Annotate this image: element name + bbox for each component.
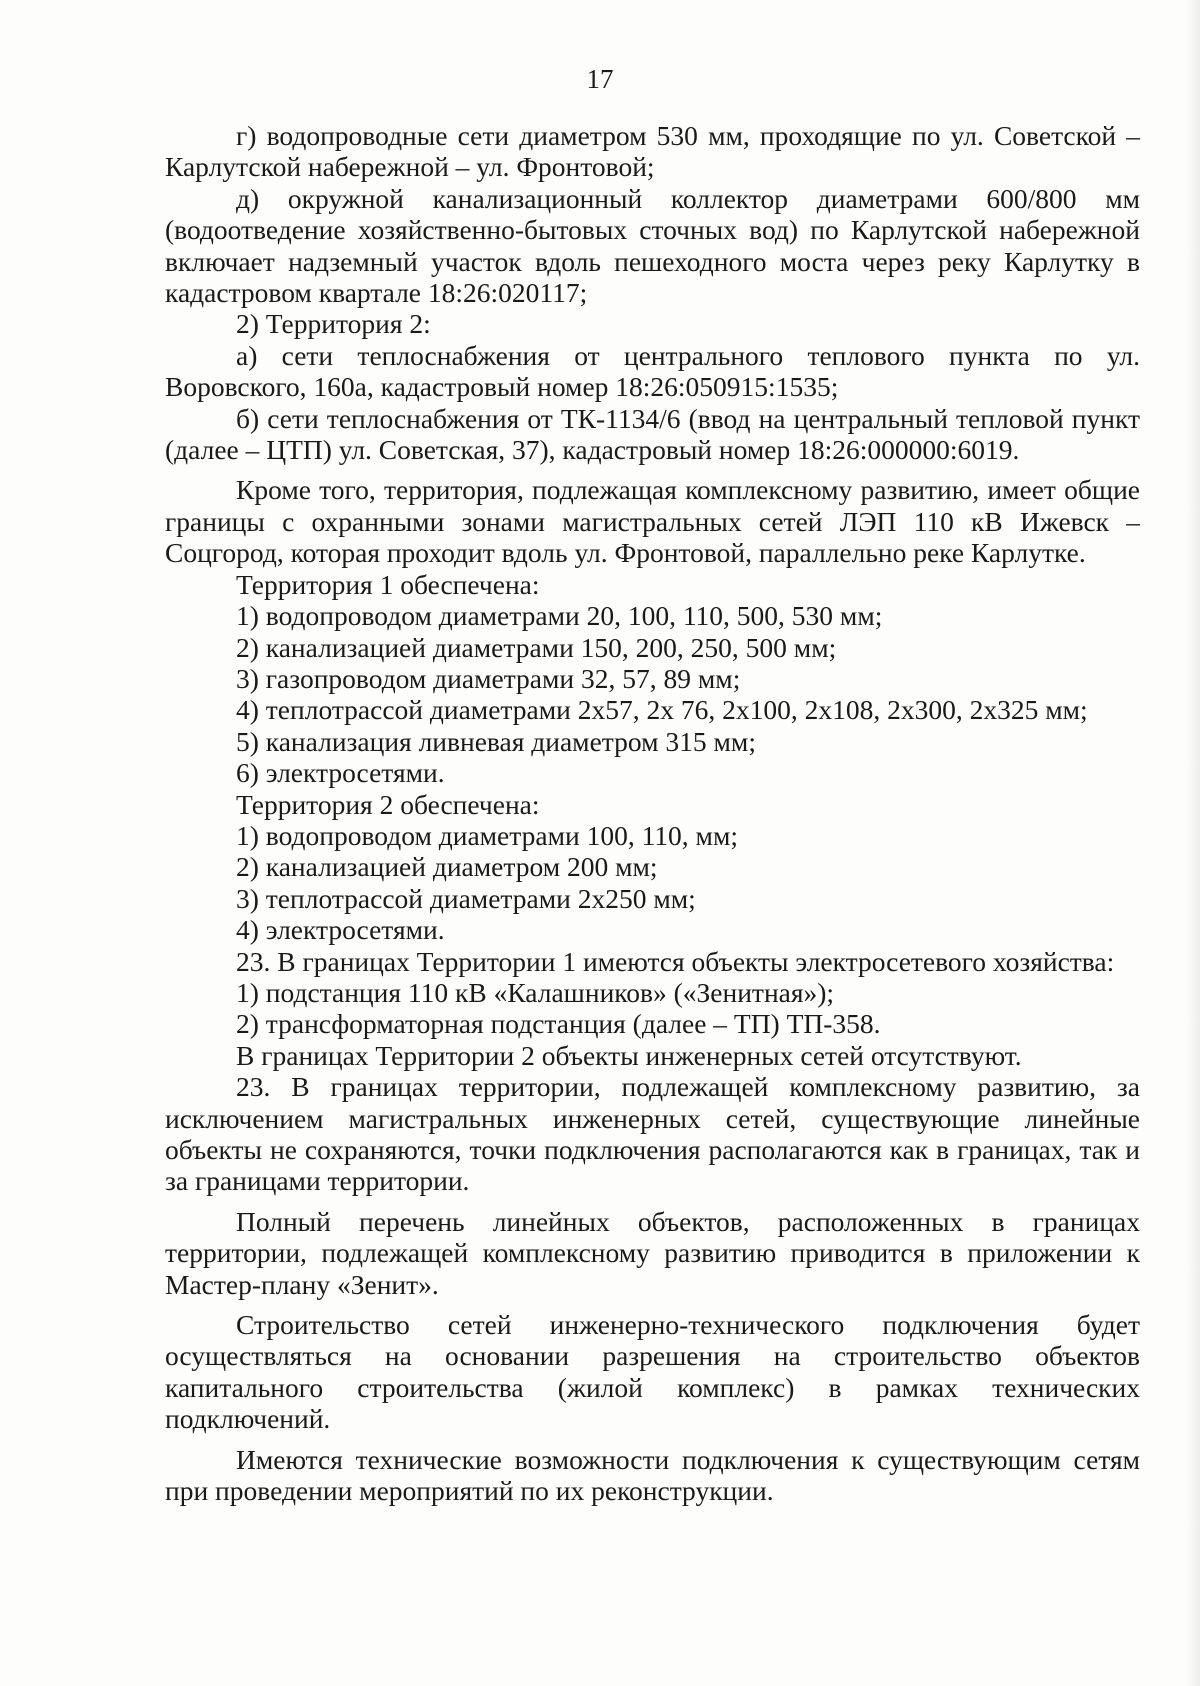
list-item-t1-electric: 6) электросетями. — [236, 757, 445, 789]
document-body — [165, 120, 1140, 1506]
list-item-t2-water: 1) водопроводом диаметрами 100, 110, мм; — [236, 819, 738, 851]
paragraph-protection-zones: Кроме того, территория, подлежащая комплексному развитию, имеет общие границы с охранными зонами магистральных сетей ЛЭП 110 кВ Ижевск – Соцгород, которая проходит вдоль ул. Фронтовой, параллельно реке Карлутке. — [165, 474, 1140, 569]
list-item-t1-heating: 4) теплотрассой диаметрами 2х57, 2х 76, 2х100, 2х108, 2х300, 2х325 мм; — [236, 694, 1088, 726]
paragraph-23-linear-objects: 23. В границах территории, подлежащей комплексному развитию, за исключением магистральных инженерных сетей, существующие линейные объекты не сохраняются, точки подключения располагаются как в границах, так и за границами территории. — [165, 1071, 1140, 1197]
paragraph-b-heat-supply: б) сети теплоснабжения от ТК-1134/6 (ввод на центральный тепловой пункт (далее – ЦТП) ул. Советская, 37), кадастровый номер 18:26:000000:6019. — [165, 402, 1140, 466]
paragraph-territory-2-heading: 2) Территория 2: — [236, 308, 431, 340]
page-number: 17 — [586, 64, 614, 94]
list-item-transformer-substation: 2) трансформаторная подстанция (далее – ТП) ТП-358. — [236, 1008, 881, 1040]
paragraph-construction: Строительство сетей инженерно-технического подключения будет осуществляться на основании разрешения на строительство объектов капитального строительства (жилой комплекс) в рамках технических подключений. — [165, 1309, 1140, 1435]
paragraph-technical-possibilities: Имеются технические возможности подключения к существующим сетям при проведении мероприятий по их реконструкции. — [165, 1443, 1140, 1507]
list-item-t2-electric: 4) электросетями. — [236, 914, 445, 946]
list-item-t1-sewer: 2) канализацией диаметрами 150, 200, 250, 500 мм; — [236, 631, 837, 663]
paragraph-territory-2-no-networks: В границах Территории 2 объекты инженерных сетей отсутствуют. — [236, 1039, 1022, 1071]
list-item-t2-sewer: 2) канализацией диаметром 200 мм; — [236, 851, 658, 883]
list-item-t1-storm-sewer: 5) канализация ливневая диаметром 315 мм; — [236, 725, 756, 757]
paragraph-d-sewer-collector: д) окружной канализационный коллектор диаметрами 600/800 мм (водоотведение хозяйственно-бытовых сточных вод) по Карлутской набережной включает надземный участок вдоль пешеходного моста через реку Карлутку в кадастровом квартале 18:26:020117; — [165, 182, 1140, 309]
list-item-substation: 1) подстанция 110 кВ «Калашников» («Зенитная»); — [236, 976, 835, 1008]
list-item-t1-gas: 3) газопроводом диаметрами 32, 57, 89 мм; — [236, 662, 741, 694]
paragraph-full-list: Полный перечень линейных объектов, расположенных в границах территории, подлежащей комплексному развитию приводится в приложении к Мастер-плану «Зенит». — [165, 1205, 1140, 1300]
paragraph-territory-2-provided: Территория 2 обеспечена: — [236, 788, 540, 820]
paragraph-territory-1-provided: Территория 1 обеспечена: — [236, 568, 540, 600]
paragraph-a-heat-supply: а) сети теплоснабжения от центрального теплового пункта по ул. Воровского, 160а, кадастровый номер 18:26:050915:1535; — [165, 339, 1140, 403]
paragraph-23-grid-facilities: 23. В границах Территории 1 имеются объекты электросетевого хозяйства: — [236, 945, 1115, 977]
list-item-t1-water: 1) водопроводом диаметрами 20, 100, 110, 500, 530 мм; — [236, 600, 883, 632]
scan-edge-shadow — [1186, 0, 1200, 1686]
paragraph-g-water-pipes: г) водопроводные сети диаметром 530 мм, проходящие по ул. Советской – Карлутской набережной – ул. Фронтовой; — [165, 120, 1140, 183]
list-item-t2-heating: 3) теплотрассой диаметрами 2х250 мм; — [236, 882, 696, 914]
